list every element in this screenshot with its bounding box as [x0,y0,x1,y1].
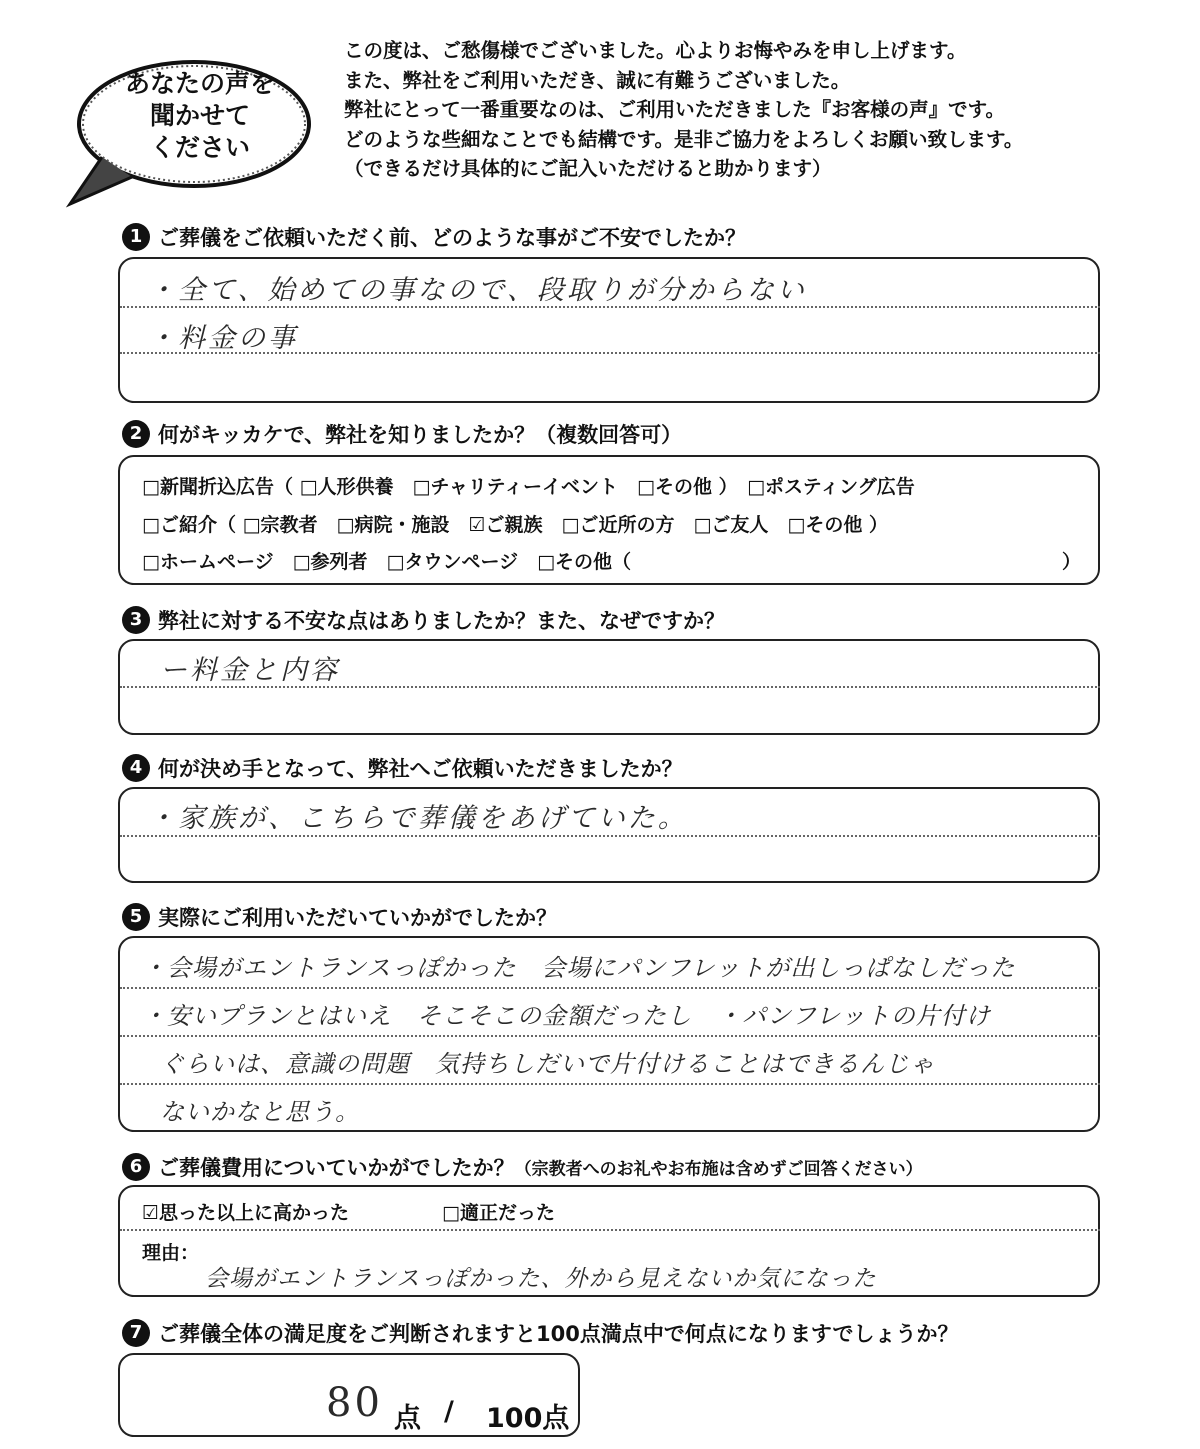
divider [120,1229,1100,1231]
question-5: 5 実際にご利用いただいていかがでしたか？ [122,902,557,932]
bubble-title: あなたの声を 聞かせて ください [124,69,275,162]
intro-text: この度は、ご愁傷様でございました。心よりお悔やみを申し上げます。 また、弊社をご利用いただき、誠に有難うございました。 弊社にとって一番重要なのは、ご利用いただきました『お客様の声』です。 どのような些細なことでも結構です。是非ご協力をよろしくお願い致します。 （できるだけ具体的にご記入いただけると助かります） [344,39,1024,180]
question-6: 6 ご葬儀費用についていかがでしたか？（宗教者へのお礼やお布施は含めずご回答ください） [122,1152,923,1182]
checkbox-fair[interactable]: □適正だった [442,1202,555,1224]
handwritten-answer: ・家族が、こちらで葬儀をあげていた。 [148,803,688,834]
score-max: 100点 [486,1403,570,1434]
question-4: 4 何が決め手となって、弊社へご依頼いただきましたか？ [122,753,683,783]
handwritten-answer: ぐらいは、意識の問題 気持ちしだいで片付けることはできるんじゃ [160,1050,935,1078]
handwritten-answer: ・料金の事 [148,323,298,354]
question-3: 3 弊社に対する不安な点はありましたか？また、なぜですか？ [122,605,725,635]
checkbox-row[interactable]: □ご紹介（ □宗教者 □病院・施設 ☑ご親族 □ご近所の方 □ご友人 □その他 ） [142,514,888,536]
paren-close: ） [1062,551,1082,573]
handwritten-answer: ないかなと思う。 [160,1098,360,1126]
score-unit: 点 [394,1403,421,1434]
handwritten-answer: ・安いプランとはいえ そこそこの金額だったし ・パンフレットの片付け [142,1002,991,1030]
question-2: 2 何がキッカケで、弊社を知りましたか？（複数回答可） [122,419,682,449]
divider [120,835,1100,837]
score-slash: / [444,1396,454,1427]
handwritten-answer: 会場がエントランスっぽかった、外から見えないか気になった [205,1266,877,1292]
divider [120,1035,1100,1037]
divider [120,987,1100,989]
handwritten-answer: ・会場がエントランスっぽかった 会場にパンフレットが出しっぱなしだった [142,954,1016,982]
handwritten-answer: ー料金と内容 [160,655,340,686]
divider [120,1083,1100,1085]
reason-label: 理由： [142,1242,200,1264]
question-7: 7 ご葬儀全体の満足度をご判断されますと100点満点中で何点になりますでしょうか？ [122,1318,958,1348]
score-value: 80 [326,1380,383,1426]
checkbox-row[interactable]: □新聞折込広告（ □人形供養 □チャリティーイベント □その他 ） □ポスティング広告 [142,476,915,498]
checkbox-high[interactable]: ☑思った以上に高かった [142,1202,350,1224]
question-1: 1 ご葬儀をご依頼いただく前、どのような事がご不安でしたか？ [122,222,746,252]
checkbox-row[interactable]: □ホームページ □参列者 □タウンページ □その他（ [142,551,632,573]
handwritten-answer: ・全て、始めての事なので、段取りが分からない [148,275,807,306]
